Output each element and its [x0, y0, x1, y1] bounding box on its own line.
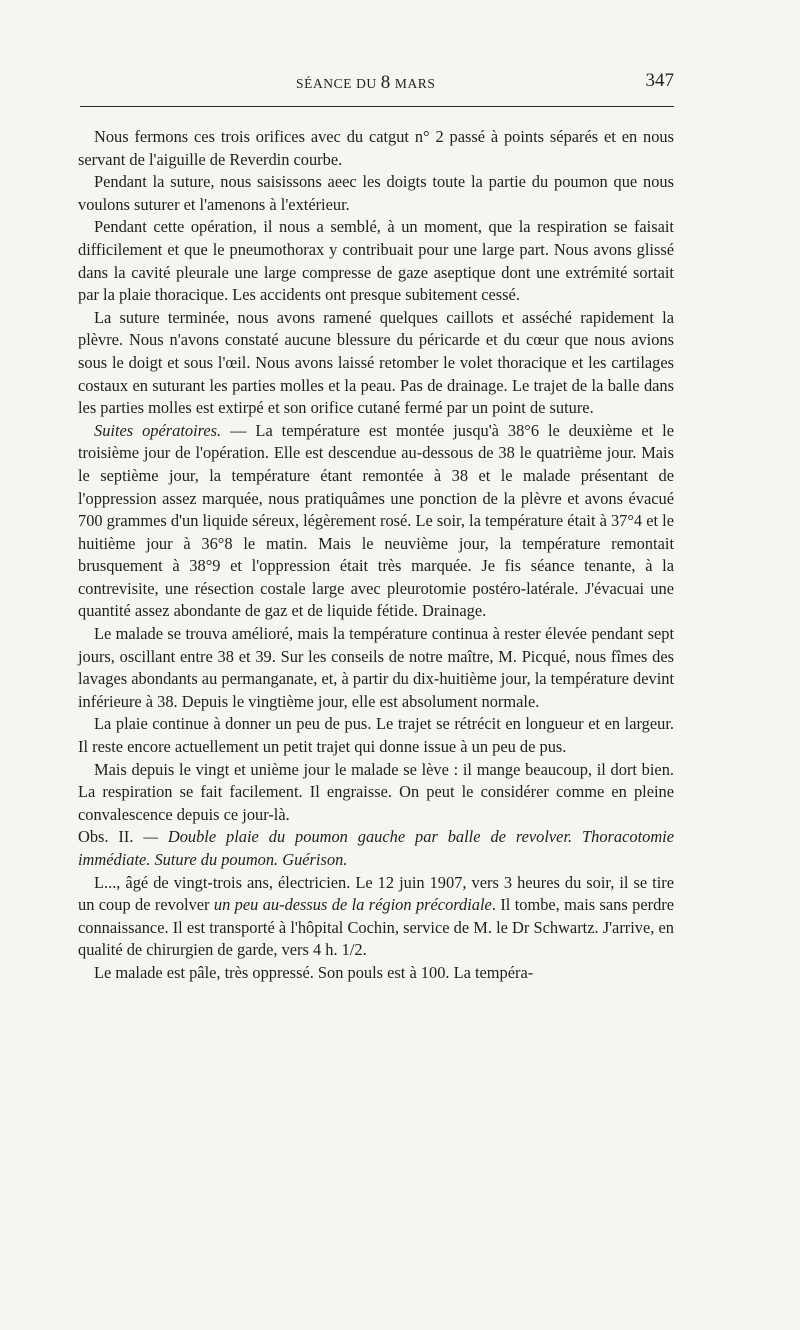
suites-lead: Suites opératoires. [94, 420, 222, 440]
page-number: 347 [645, 70, 674, 91]
running-title-post: MARS [394, 76, 436, 91]
paragraph: Nous fermons ces trois orifices avec du catgut n° 2 passé à points séparés et en nous servant de l'aiguille de Reverdin courbe. [78, 127, 674, 169]
paragraph: Le malade se trouva amélioré, mais la température continua à rester élevée pendant sept jours, oscillant entre 38 et 39. Sur les conseils de notre maître, M. Picqué, nous fîmes des lavages abondants au permanganate, et, à partir du dix-huitième jour, la température devint inférieure à 38. Depuis le vingtième jour, elle est absolument normale. [78, 624, 675, 711]
case-paragraph [78, 872, 674, 962]
observation-heading [78, 826, 674, 871]
body-text [78, 126, 674, 985]
paragraph: Mais depuis le vingt et unième jour le malade se lève : il mange beaucoup, il dort bien. La respiration se fait facilement. Il engraisse. On peut le considérer comme en pleine convalescence depuis ce jour-là. [78, 759, 674, 824]
document-page [78, 0, 674, 1330]
running-title-number: 8 [380, 72, 391, 93]
observation-label: Obs. II. [78, 827, 134, 847]
observation-title: — Double plaie du poumon gauche par balle de revolver. Thoracotomie immédiate. Suture du poumon. Guérison. [78, 827, 674, 869]
case-text-1: L..., âgé de vingt-trois ans, électricien. Le 12 juin 1907, vers 3 heures du soir, il se tire un coup de revolver [78, 872, 674, 915]
paragraph: La suture terminée, nous avons ramené quelques caillots et asséché rapidement la plèvre. Nous n'avons constaté aucune blessure du péricarde et du cœur que nous avions sous le doigt et sous l'œil. Nous avons laissé retomber le volet thoracique et les cartilages costaux en suturant les parties molles et la peau. Pas de drainage. Le trajet de la balle dans les parties molles est extirpé et son orifice cutané fermé par un point de suture. [78, 307, 674, 418]
paragraph: Pendant cette opération, il nous a semblé, à un moment, que la respiration se faisait difficilement et que le pneumothorax y contribuait pour une large part. Nous avons glissé dans la cavité pleurale une large compresse de gaze aseptique dont une extrémité sortait par la plaie thoracique. Les accidents ont presque subitement cessé. [78, 217, 674, 305]
suites-text: — La température est montée jusqu'à 38°6 le deuxième et le troisième jour de l'opération. Elle est descendue au-dessous de 38 le quatrième jour. Mais le septième jour, la température étant remontée à 38 et le malade présentant de l'oppression assez marquée, nous pratiquâmes une ponction de la plèvre et avons évacué 700 grammes d'un liquide séreux, légèrement rosé. Le soir, la température était à 37°4 et le huitième jour à 36°8 le matin. Mais le neuvième jour, la température remontait brusquement à 38°9 et l'oppression était très marquée. Je fis séance tenante, à la contrevisite, une résection costale large avec pleurotomie postéro-latérale. J'évacuai une quantité assez abondante de gaz et de liquide fétide. Drainage. [78, 420, 674, 621]
paragraph: Pendant la suture, nous saisissons aeec les doigts toute la partie du poumon que nous voulons suturer et l'amenons à l'extérieur. [78, 172, 674, 214]
case-text-emphasis: un peu au-dessus de la région précordiale [213, 895, 492, 915]
header-rule [80, 106, 674, 107]
suites-paragraph [78, 420, 674, 623]
case-text-2: . Il tombe, mais sans perdre connaissance. Il est transporté à l'hôpital Cochin, service de M. le Dr Schwartz. J'arrive, en qualité de chirurgien de garde, vers 4 h. 1/2. [78, 895, 674, 960]
paragraph: La plaie continue à donner un peu de pus. Le trajet se rétrécit en longueur et en largeur. Il reste encore actuellement un petit trajet qui donne issue à un peu de pus. [78, 714, 674, 757]
page-header [78, 70, 674, 96]
running-title [296, 72, 436, 94]
last-line: Le malade est pâle, très oppressé. Son pouls est à 100. La tempéra- [94, 962, 534, 982]
running-title-pre: SÉANCE DU [296, 76, 377, 91]
